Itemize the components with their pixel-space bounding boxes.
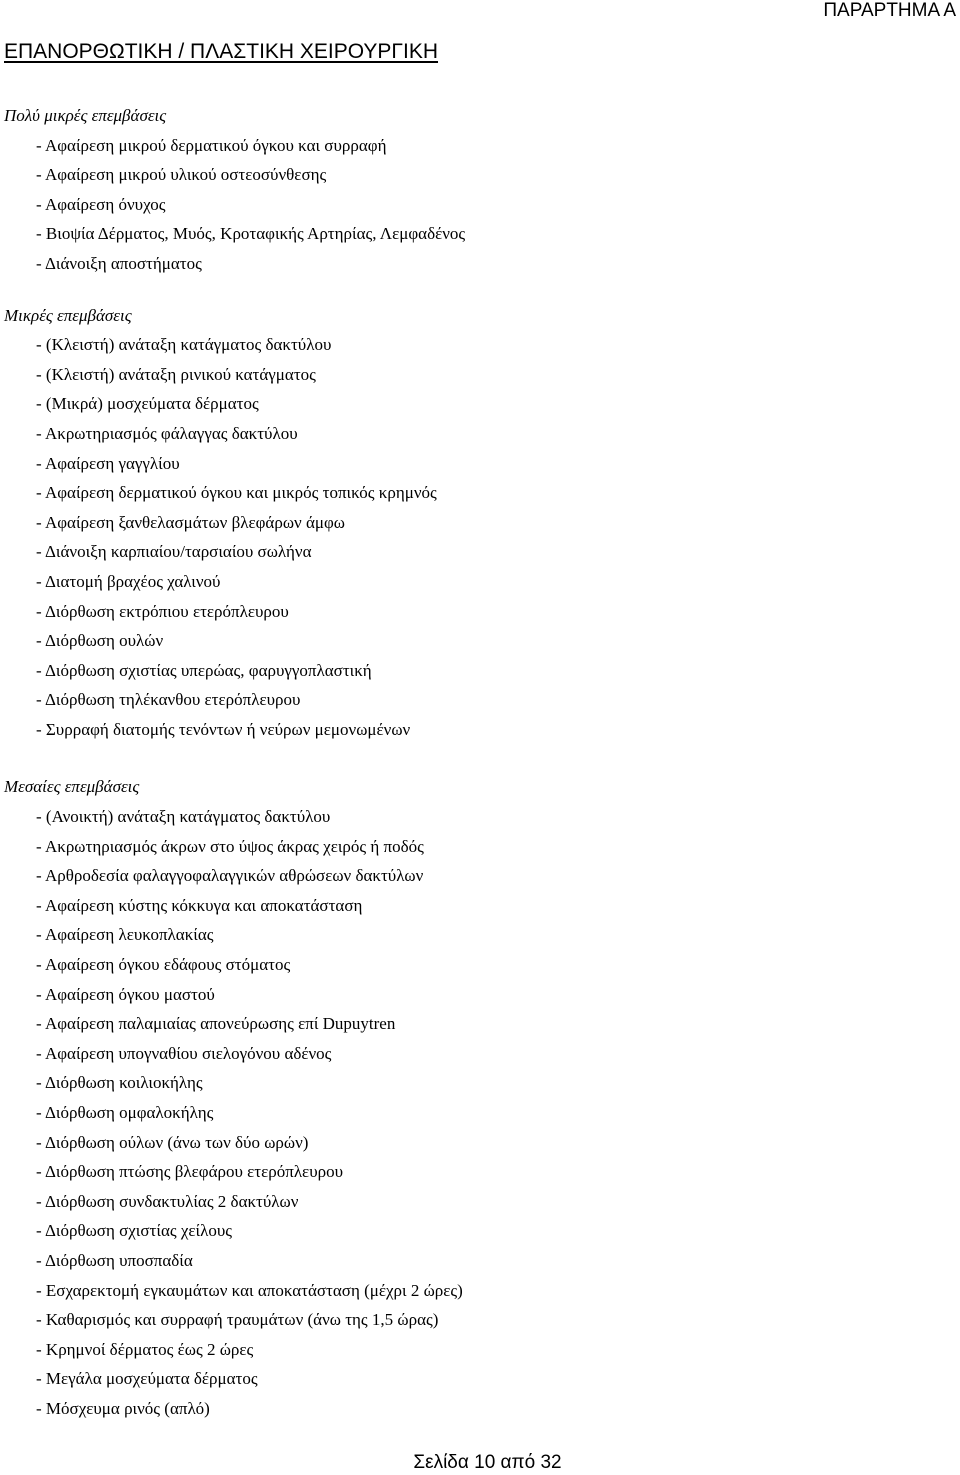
list-item: - Αρθροδεσία φαλαγγοφαλαγγικών αθρώσεων δακτύλων — [36, 866, 424, 886]
list-item: - Διόρθωση συνδακτυλίας 2 δακτύλων — [36, 1191, 299, 1211]
section-very-minor — [4, 101, 950, 279]
list-item: - Αφαίρεση όγκου μαστού — [36, 984, 215, 1004]
list-item: - Διόρθωση σχιστίας χείλους — [36, 1221, 232, 1241]
procedure-list — [4, 131, 950, 279]
page-number: Σελίδα 10 από 32 — [413, 1452, 562, 1473]
section-title: Μικρές επεμβάσεις — [4, 305, 132, 325]
list-item: - Διόρθωση εκτρόπιου ετερόπλευρου — [36, 601, 289, 621]
list-item: - Διόρθωση ουλών — [36, 631, 164, 651]
list-item: - Αφαίρεση κύστης κόκκυγα και αποκατάσταση — [36, 895, 363, 915]
list-item: - Καθαρισμός και συρραφή τραυμάτων (άνω της 1,5 ώρας) — [36, 1310, 439, 1330]
list-item: - Διάνοιξη αποστήματος — [36, 253, 202, 273]
procedure-list — [4, 330, 950, 744]
list-item: - Αφαίρεση γαγγλίου — [36, 453, 180, 473]
list-item: - Αφαίρεση μικρού υλικού οστεοσύνθεσης — [36, 165, 327, 185]
list-item: - Αφαίρεση παλαμιαίας απονεύρωσης επί Dupuytren — [36, 1014, 396, 1034]
section-medium — [4, 772, 950, 1423]
section-title: Πολύ μικρές επεμβάσεις — [4, 106, 167, 125]
list-item: - Αφαίρεση υπογναθίου σιελογόνου αδένος — [36, 1043, 332, 1063]
list-item: - Ακρωτηριασμός άκρων στο ύψος άκρας χειρός ή ποδός — [36, 836, 424, 856]
list-item: - Ακρωτηριασμός φάλαγγας δακτύλου — [36, 423, 298, 443]
section-title: Μεσαίες επεμβάσεις — [4, 777, 140, 797]
list-item: - Διόρθωση ούλων (άνω των δύο ωρών) — [36, 1132, 309, 1152]
list-item: - Διόρθωση τηλέκανθου ετερόπλευρου — [36, 690, 301, 710]
list-item: - Διατομή βραχέος χαλινού — [36, 571, 221, 591]
list-item: - (Μικρά) μοσχεύματα δέρματος — [36, 394, 259, 414]
list-item: - (Κλειστή) ανάταξη ρινικού κατάγματος — [36, 364, 316, 384]
section-minor — [4, 301, 950, 745]
list-item: - Αφαίρεση ξανθελασμάτων βλεφάρων άμφω — [36, 512, 345, 532]
list-item: - Εσχαρεκτομή εγκαυμάτων και αποκατάσταση (μέχρι 2 ώρες) — [36, 1280, 463, 1300]
list-item: - Αφαίρεση δερματικού όγκου και μικρός τοπικός κρημνός — [36, 483, 437, 503]
list-item: - Αφαίρεση λευκοπλακίας — [36, 925, 214, 945]
list-item: - Διόρθωση κοιλιοκήλης — [36, 1073, 203, 1093]
list-item: - (Ανοικτή) ανάταξη κατάγματος δακτύλου — [36, 807, 331, 827]
list-item: - Βιοψία Δέρματος, Μυός, Κροταφικής Αρτηρίας, Λεμφαδένος — [36, 224, 466, 244]
list-item: - Διόρθωση πτώσης βλεφάρου ετερόπλευρου — [36, 1162, 344, 1182]
list-item: - Μόσχευμα ρινός (απλό) — [36, 1398, 210, 1418]
list-item: - Διόρθωση σχιστίας υπερώας, φαρυγγοπλαστική — [36, 660, 372, 680]
procedure-list — [4, 802, 950, 1423]
procedure-sections — [4, 101, 950, 1424]
appendix-label: ΠΑΡΑΡΤΗΜΑ Α — [823, 0, 956, 21]
list-item: - Αφαίρεση μικρού δερματικού όγκου και συρραφή — [36, 135, 387, 155]
list-item: - Διόρθωση υποσπαδία — [36, 1250, 193, 1270]
list-item: - Αφαίρεση όνυχος — [36, 194, 166, 214]
list-item: - Διόρθωση ομφαλοκήλης — [36, 1103, 214, 1122]
list-item: - Διάνοιξη καρπιαίου/ταρσιαίου σωλήνα — [36, 542, 312, 562]
list-item: - Συρραφή διατομής τενόντων ή νεύρων μεμονωμένων — [36, 719, 411, 739]
list-item: - Κρημνοί δέρματος έως 2 ώρες — [36, 1339, 254, 1359]
document-title: ΕΠΑΝΟΡΘΩΤΙΚΗ / ΠΛΑΣΤΙΚΗ ΧΕΙΡΟΥΡΓΙΚΗ — [4, 40, 439, 63]
list-item: - Μεγάλα μοσχεύματα δέρματος — [36, 1369, 258, 1389]
list-item: - Αφαίρεση όγκου εδάφους στόματος — [36, 955, 291, 975]
list-item: - (Κλειστή) ανάταξη κατάγματος δακτύλου — [36, 335, 332, 355]
